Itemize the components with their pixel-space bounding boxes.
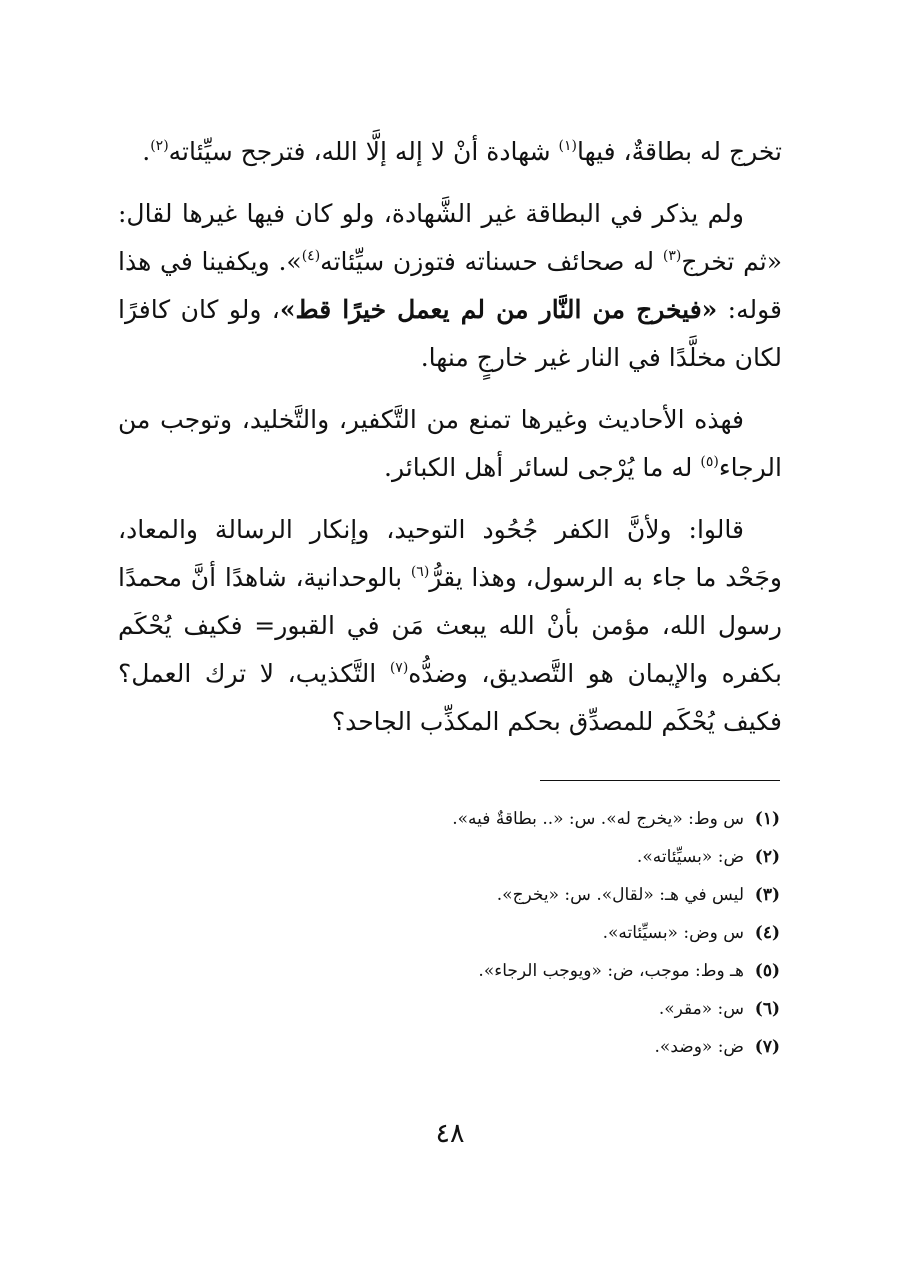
footnote-text: ض: «بسيِّئاته». xyxy=(636,847,744,867)
text-run: فهذه الأحاديث وغيرها تمنع من التَّكفير، والتَّخليد، وتوجب من الرجاء xyxy=(118,405,782,482)
footnote-number: (٣) xyxy=(754,885,780,905)
text-run: التَّكذيب، لا ترك العمل؟ فكيف يُحْكَم للمصدِّق بحكم المكذِّب الجاحد؟ xyxy=(118,659,782,736)
footnote-ref: (١) xyxy=(558,138,577,154)
text-run: بالوحدانية، شاهدًا أنَّ محمدًا رسول الله، مؤمن بأنْ الله يبعث مَن في القبور= فكيف يُحْكَم بكفره والإيمان هو التَّصديق، وضدُّه xyxy=(118,563,782,688)
footnote-ref: (٤) xyxy=(301,248,321,264)
footnote-text: س وض: «بسيِّئاته». xyxy=(602,923,744,943)
text-run: له صحائف حسناته فتوزن سيِّئاته xyxy=(320,247,663,276)
text-run: ». ويكفينا في هذا قوله: xyxy=(118,247,782,324)
text-run: شهادة أنْ لا إله إلَّا الله، فترجح سيِّئاته xyxy=(168,137,559,166)
footnote-item xyxy=(118,952,780,990)
text-run: قالوا: ولأنَّ الكفر جُحُود التوحيد، وإنكار الرسالة والمعاد، وجَحْد ما جاء به الرسول، وهذا يقرُّ xyxy=(118,515,782,592)
footnote-text: س وط: «يخرج له». س: «.. بطاقةٌ فيه». xyxy=(452,809,744,829)
footnote-text: ض: «وضد». xyxy=(654,1037,744,1057)
hadith-quote: «فيخرج من النَّار من لم يعمل خيرًا قط» xyxy=(279,295,718,324)
footnote-ref: (٥) xyxy=(700,454,719,470)
footnote-text: ليس في هـ: «لقال». س: «يخرج». xyxy=(496,885,744,905)
footnote-item xyxy=(118,838,780,876)
footnotes xyxy=(118,800,780,1066)
paragraph-4 xyxy=(118,506,782,746)
footnote-number: (٤) xyxy=(754,923,780,943)
footnote-divider xyxy=(540,780,780,781)
text-run: له ما يُرْجى لسائر أهل الكبائر. xyxy=(384,453,701,482)
paragraph-3 xyxy=(118,396,782,492)
footnote-number: (٥) xyxy=(754,961,780,981)
text-run: . xyxy=(142,137,151,166)
page-number: ٤٨ xyxy=(435,1118,465,1149)
footnote-ref: (٣) xyxy=(662,248,682,264)
footnote-text: س: «مقر». xyxy=(658,999,744,1019)
footnote-item xyxy=(118,1028,780,1066)
footnote-item xyxy=(118,914,780,952)
footnote-ref: (٢) xyxy=(150,138,169,154)
footnote-item xyxy=(118,800,780,838)
footnote-number: (٧) xyxy=(754,1037,780,1057)
footnote-item xyxy=(118,990,780,1028)
text-run: تخرج له بطاقةٌ، فيها xyxy=(576,137,782,166)
footnote-ref: (٧) xyxy=(389,660,409,676)
paragraph-1 xyxy=(118,128,782,176)
text-run: ولم يذكر في البطاقة غير الشَّهادة، ولو كان فيها غيرها لقال: «ثم تخرج xyxy=(118,199,782,276)
footnote-text: هـ وط: موجب، ض: «ويوجب الرجاء». xyxy=(478,961,744,981)
text-run: ، ولو كان كافرًا لكان مخلَّدًا في النار غير خارجٍ منها. xyxy=(118,295,782,372)
footnote-number: (٦) xyxy=(754,999,780,1019)
footnote-number: (٢) xyxy=(754,847,780,867)
footnote-item xyxy=(118,876,780,914)
paragraph-2 xyxy=(118,190,782,382)
footnote-ref: (٦) xyxy=(410,564,430,580)
footnote-number: (١) xyxy=(754,809,780,829)
main-text xyxy=(118,128,782,760)
